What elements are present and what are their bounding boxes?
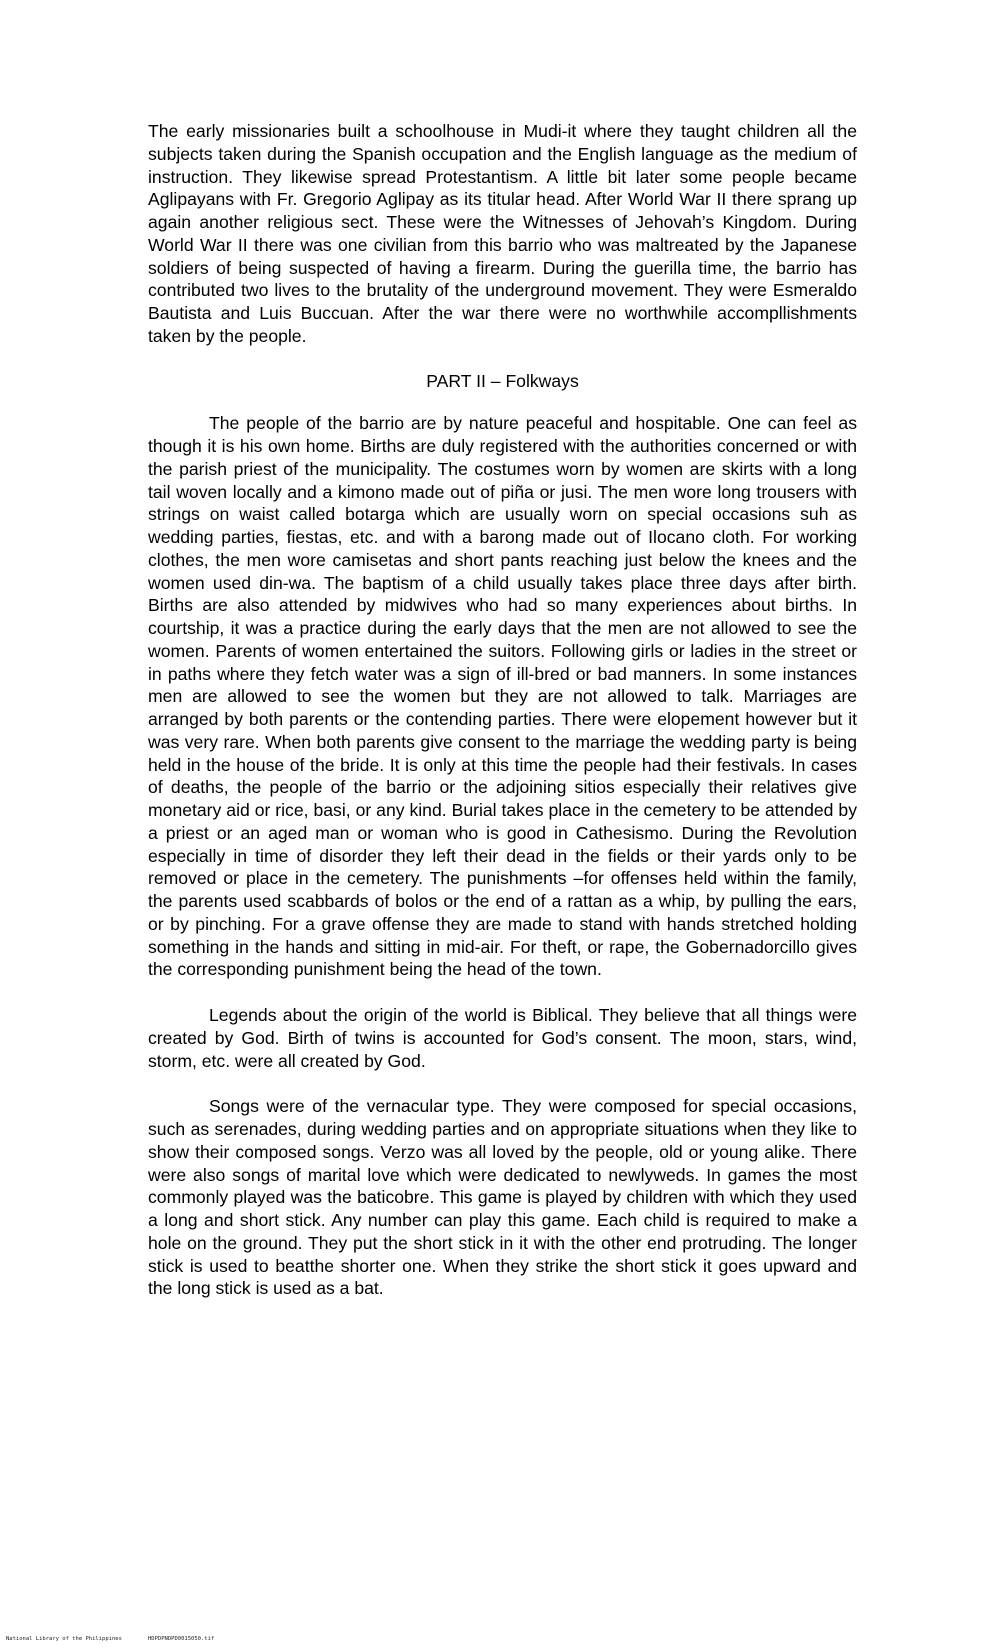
history-paragraph: The early missionaries built a schoolhouse in Mudi-it where they taught children all the subjects taken during the Spanish occupation and the English language as the medium of instruction. They likewise spread Protestantism. A little bit later some people became Aglipayans with Fr. Gregorio Aglipay as its titular head. After World War II there sprang up again another religious sect. These were the Witnesses of Jehovah’s Kingdom. During World War II there was one civilian from this barrio who was maltreated by the Japanese soldiers of being suspected of having a firearm. During the guerilla time, the barrio has contributed two lives to the brutality of the underground movement. They were Esmeraldo Bautista and Luis Buccuan. After the war there were no worthwhile accompllishments taken by the people. <box>148 121 857 346</box>
footer-file-id: HDPDPNDPD0015050.tif <box>148 1636 215 1642</box>
footer-source: National Library of the Philippines <box>6 1636 122 1642</box>
legends-paragraph: Legends about the origin of the world is Biblical. They believe that all things were created by God. Birth of twins is accounted for God’s consent. The moon, stars, wind, storm, etc. were all created by God. <box>148 1005 857 1071</box>
section-heading: PART II – Folkways <box>426 370 579 391</box>
document-page <box>148 120 857 1300</box>
songs-games-paragraph: Songs were of the vernacular type. They were composed for special occasions, such as serenades, during wedding parties and on appropriate situations when they like to show their composed songs. Verzo was all loved by the people, old or young alike. There were also songs of marital love which were dedicated to newlyweds. In games the most commonly played was the baticobre. This game is played by children with which they used a long and short stick. Any number can play this game. Each child is required to make a hole on the ground. They put the short stick in it with the other end protruding. The longer stick is used to beatthe shorter one. When they strike the short stick it goes upward and the long stick is used as a bat. <box>148 1096 857 1299</box>
folkways-paragraph: The people of the barrio are by nature peaceful and hospitable. One can feel as though it is his own home. Births are duly registered with the authorities concerned or with the parish priest of the municipality. The costumes worn by women are skirts with a long tail woven locally and a kimono made out of piña or jusi. The men wore long trousers with strings on waist called botarga which are usually worn on special occasions suh as wedding parties, fiestas, etc. and with a barong made out of Ilocano cloth. For working clothes, the men wore camisetas and short pants reaching just below the knees and the women used din-wa. The baptism of a child usually takes place three days after birth. Births are also attended by midwives who had so many experiences about births. In courtship, it was a practice during the early days that the men are not allowed to see the women. Parents of women entertained the suitors. Following girls or ladies in the street or in paths where they fetch water was a sign of ill-bred or bad manners. In some instances men are allowed to see the women but they are not allowed to talk. Marriages are arranged by both parents or the contending parties. There were elopement however but it was very rare. When both parents give consent to the marriage the wedding party is being held in the house of the bride. It is only at this time the people had their festivals. In cases of deaths, the people of the barrio or the adjoining sitios especially their relatives give monetary aid or rice, basi, or any kind. Burial takes place in the cemetery to be attended by a priest or an aged man or woman who is good in Cathesismo. During the Revolution especially in time of disorder they left their dead in the fields or their yards only to be removed or place in the cemetery. The punishments –for offenses held within the family, the parents used scabbards of bolos or the end of a rattan as a whip, by pulling the ears, or by pinching. For a grave offense they are made to stand with hands stretched holding something in the hands and sitting in mid-air. For theft, or rape, the Gobernadorcillo gives the corresponding punishment being the head of the town. <box>148 413 857 980</box>
